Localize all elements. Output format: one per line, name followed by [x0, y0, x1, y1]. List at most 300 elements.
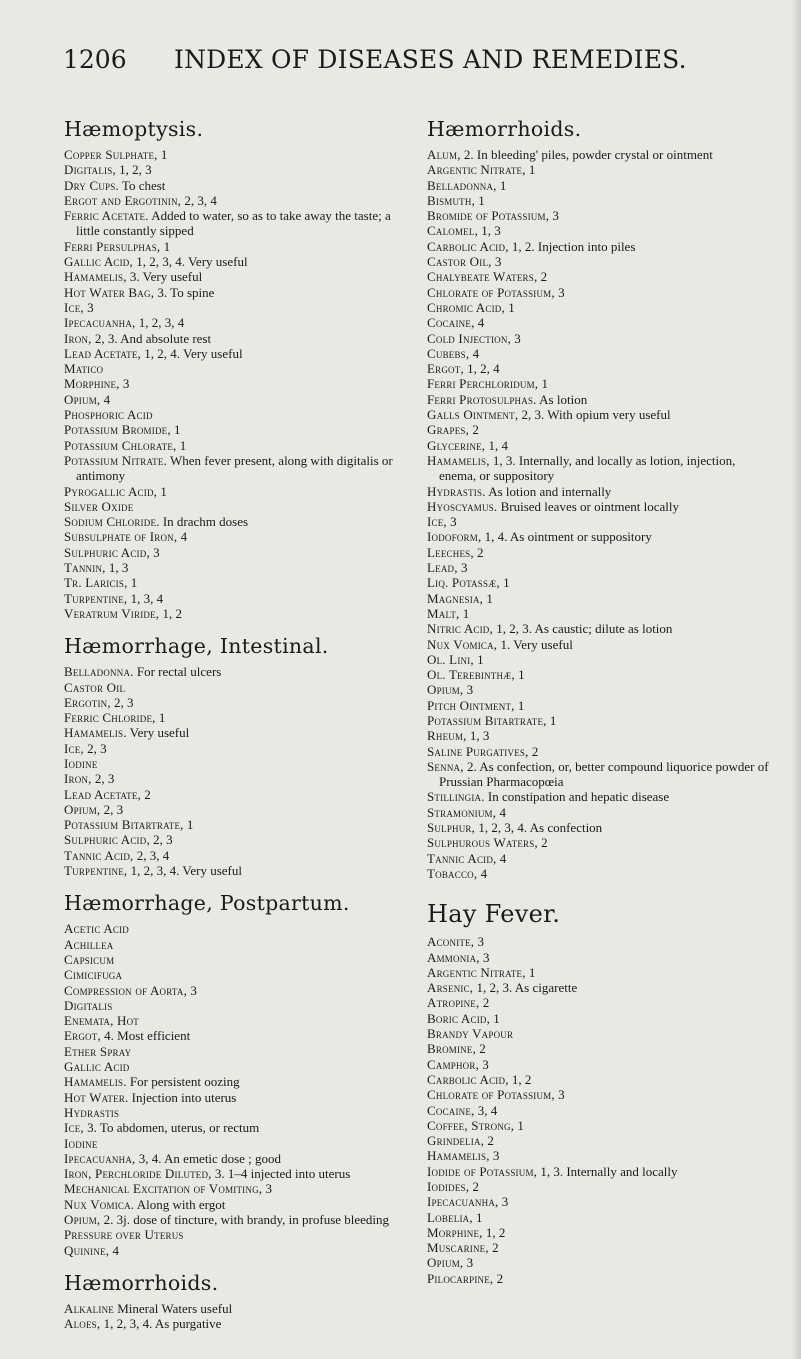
entry-note: 2, 3 — [100, 801, 124, 817]
index-entry — [427, 514, 771, 529]
index-entry — [64, 725, 410, 740]
remedy-name: Turpentine, — [64, 590, 128, 606]
remedy-name: Ammonia, — [427, 949, 480, 965]
remedy-name: Ol. Lini, — [427, 651, 474, 667]
remedy-name: Digitalis, — [64, 162, 116, 178]
entry-note: 1, 2. Injection into piles — [508, 238, 636, 254]
entry-note: 2, 3 — [110, 694, 134, 710]
index-entry — [427, 269, 771, 284]
entry-note: Injection into uterus — [128, 1089, 237, 1105]
index-entry — [427, 376, 771, 391]
entry-note: 1, 3. Internally and locally — [537, 1163, 678, 1179]
remedy-name: Ice, — [64, 740, 84, 756]
entry-note: 4 — [469, 345, 480, 361]
index-entry — [427, 667, 771, 682]
entry-note: 1, 2, 3 — [115, 162, 152, 178]
remedy-name: Dry Cups. — [64, 177, 119, 193]
entry-note: 3 — [491, 254, 502, 270]
entry-note: As lotion — [536, 391, 588, 407]
entry-note: 1 — [525, 162, 536, 178]
index-entry — [64, 664, 410, 679]
index-entry — [427, 835, 771, 850]
entry-note: 2 — [476, 1041, 486, 1057]
remedy-name: Sulphuric Acid, — [64, 544, 150, 560]
index-entry — [64, 1316, 410, 1331]
index-entry — [64, 606, 410, 621]
index-entry — [427, 361, 771, 376]
index-entry — [427, 529, 771, 544]
remedy-name: Tobacco, — [427, 865, 478, 881]
index-entry — [64, 208, 410, 239]
entry-note: 1, 2, 3, 4. As confection — [475, 820, 603, 836]
remedy-name: Ferri Protosulphas. — [427, 391, 537, 407]
index-entry — [427, 728, 771, 743]
entry-note: 1, 2, 3, 4. Very useful — [132, 254, 248, 270]
index-entry — [427, 575, 771, 590]
entry-note: 3 — [187, 982, 197, 998]
entry-note: 1, 3 — [466, 728, 490, 744]
remedy-name: Iron, — [64, 330, 92, 346]
index-entry — [64, 484, 410, 499]
entry-note: 1 — [514, 667, 525, 683]
entry-note: 1 — [176, 437, 187, 453]
entry-note: 3, 4 — [474, 1102, 498, 1118]
index-entry — [64, 499, 410, 514]
index-entry — [64, 952, 410, 967]
index-entry — [64, 560, 410, 575]
entry-note: For rectal ulcers — [133, 664, 222, 680]
entry-note: 2, 3 — [83, 740, 107, 756]
index-entry — [64, 1301, 410, 1316]
index-entry — [64, 937, 410, 952]
index-entry — [427, 193, 771, 208]
remedy-name: Phosphoric Acid — [64, 407, 153, 423]
remedy-name: Lead, — [427, 560, 458, 576]
index-entry — [427, 453, 771, 484]
index-entry — [427, 851, 771, 866]
entry-note: 3 — [549, 208, 559, 224]
remedy-name: Liq. Potassæ, — [427, 575, 500, 591]
remedy-name: Ferric Chloride, — [64, 710, 156, 726]
index-entry — [427, 698, 771, 713]
remedy-name: Carbolic Acid, — [427, 1071, 509, 1087]
section-title: Hay Fever. — [427, 900, 561, 929]
remedy-name: Aconite, — [427, 934, 475, 950]
entry-note: 1 — [496, 177, 507, 193]
entry-note: Bruised leaves or ointment locally — [497, 498, 679, 514]
entry-note: 1, 2 — [508, 1071, 532, 1087]
remedy-name: Silver Oxide — [64, 498, 134, 514]
index-entry — [64, 1044, 410, 1059]
index-entry — [64, 178, 410, 193]
index-entry — [64, 331, 410, 346]
index-entry — [427, 1041, 771, 1056]
remedy-name: Chromic Acid, — [427, 299, 505, 315]
index-entry — [427, 1148, 771, 1163]
index-entry — [64, 407, 410, 422]
index-entry — [427, 1118, 771, 1133]
entry-note: 3 — [479, 949, 490, 965]
remedy-name: Lead Acetate, — [64, 786, 141, 802]
index-entry — [427, 1179, 771, 1194]
index-entry — [427, 995, 771, 1010]
entry-note: 2 — [493, 1270, 504, 1286]
index-entry — [427, 652, 771, 667]
index-entry — [427, 637, 771, 652]
entry-note: For persistent oozing — [126, 1074, 240, 1090]
entry-note: 4 — [177, 529, 188, 545]
remedy-name: Veratrum Viride, — [64, 605, 160, 621]
index-entry — [64, 438, 410, 453]
index-entry — [427, 1255, 771, 1270]
section-hæmoptysis — [64, 117, 410, 621]
index-entry — [64, 453, 410, 484]
entry-note: 3 — [83, 299, 94, 315]
entry-note: 2 — [488, 1240, 499, 1256]
entry-note: 3 — [446, 514, 457, 530]
remedy-name: Iodine — [64, 755, 98, 771]
section-gap — [64, 1258, 410, 1271]
remedy-name: Opium, — [427, 1255, 464, 1271]
remedy-name: Argentic Nitrate, — [427, 964, 526, 980]
entry-note: 1 — [483, 590, 493, 606]
index-entry — [427, 484, 771, 499]
index-entry — [427, 744, 771, 759]
right-column — [427, 117, 771, 1286]
remedy-name: Opium, — [64, 801, 101, 817]
entry-note: Mineral Waters useful — [113, 1300, 233, 1316]
remedy-name: Ipecacuanha, — [64, 1150, 136, 1166]
index-entry — [427, 1057, 771, 1072]
entry-note: 1, 3 — [105, 560, 129, 576]
entry-note: 2, 3. And absolute rest — [91, 330, 212, 346]
index-entry — [64, 422, 410, 437]
entry-note: 1 — [473, 651, 484, 667]
index-entry — [427, 300, 771, 315]
index-entry — [427, 1072, 771, 1087]
index-entry — [427, 560, 771, 575]
index-entry — [64, 710, 410, 725]
remedy-name: Iodides, — [427, 1179, 470, 1194]
index-entry — [427, 805, 771, 820]
remedy-name: Hydrastis — [64, 1104, 120, 1120]
index-entry — [427, 1133, 771, 1148]
section-gap — [64, 878, 410, 891]
remedy-name: Iodine — [64, 1135, 98, 1151]
remedy-name: Alkaline — [64, 1300, 114, 1316]
remedy-name: Argentic Nitrate, — [427, 162, 526, 178]
page-edge-shadow — [791, 0, 801, 1359]
entry-note: 1, 2 — [159, 605, 182, 621]
entry-note: 1 — [183, 817, 194, 833]
entry-note: 1 — [525, 964, 536, 980]
remedy-name: Calomel, — [427, 223, 479, 239]
index-entry — [64, 346, 410, 361]
entry-note: 3. 1–4 injected into uterus — [211, 1166, 351, 1182]
remedy-name: Chlorate of Potassium, — [427, 284, 555, 300]
section-gap — [427, 881, 771, 900]
remedy-name: Hamamelis, — [427, 1148, 490, 1164]
entry-note: 1, 3, 4 — [127, 590, 164, 606]
remedy-name: Ergot, — [64, 1028, 101, 1044]
entry-note: 3 — [474, 934, 484, 950]
section-title: Hæmoptysis. — [64, 117, 204, 141]
entry-note: 2 — [484, 1133, 494, 1149]
remedy-name: Atropine, — [427, 995, 480, 1011]
remedy-name: Hydrastis. — [427, 483, 486, 499]
remedy-name: Ol. Terebinthæ, — [427, 667, 515, 683]
entry-note: 1, 3. Internally, and locally as lotion, injection, enema, or suppository — [439, 452, 736, 484]
index-entry — [427, 285, 771, 300]
index-entry — [427, 331, 771, 346]
entry-note: 3, 4. An emetic dose ; good — [135, 1150, 282, 1166]
entry-note: 3 — [554, 1087, 565, 1103]
entry-note: 1 — [546, 712, 557, 728]
entry-note: 3 — [463, 1255, 474, 1271]
index-entry — [64, 967, 410, 982]
entry-note: 3 — [554, 284, 565, 300]
remedy-name: Potassium Bromide, — [64, 422, 171, 438]
section-gap — [64, 621, 410, 634]
remedy-name: Acetic Acid — [64, 921, 130, 937]
remedy-name: Alum, — [427, 147, 461, 162]
page-title: INDEX OF DISEASES AND REMEDIES. — [174, 45, 687, 74]
remedy-name: Potassium Bitartrate, — [64, 817, 184, 833]
entry-note: 2, 3. With opium very useful — [518, 407, 671, 423]
remedy-name: Copper Sulphate, — [64, 147, 158, 162]
entry-note: 4 — [477, 865, 488, 881]
entry-note: 2, 3 — [91, 771, 115, 787]
entry-note: 3 — [119, 376, 130, 392]
index-entry — [64, 1151, 410, 1166]
entry-note: 1 — [157, 483, 167, 499]
remedy-name: Bromine, — [427, 1041, 477, 1057]
remedy-name: Nux Vomica. — [64, 1196, 135, 1212]
remedy-name: Hamamelis, — [64, 269, 127, 285]
entry-note: 1, 2, 4 — [463, 361, 500, 377]
section-hæmorrhoids — [64, 1271, 410, 1332]
remedy-name: Tr. Laricis, — [64, 575, 128, 591]
entry-note: 1 — [499, 575, 510, 591]
index-entry — [64, 361, 410, 376]
index-entry — [64, 1090, 410, 1105]
index-entry — [427, 1026, 771, 1041]
remedy-name: Senna, — [427, 758, 464, 774]
index-entry — [64, 1059, 410, 1074]
entry-note: 3 — [498, 1194, 509, 1210]
remedy-name: Ether Spray — [64, 1043, 132, 1059]
remedy-name: Grapes, — [427, 422, 470, 438]
index-entry — [427, 591, 771, 606]
entry-note: 2. In bleeding' piles, powder crystal or ointment — [460, 147, 713, 162]
index-entry — [427, 1240, 771, 1255]
remedy-name: Cocaine, — [427, 315, 475, 331]
remedy-name: Hyoscyamus. — [427, 498, 498, 514]
entry-note: 4 — [496, 804, 506, 820]
entry-note: 4 — [496, 850, 507, 866]
remedy-name: Nitric Acid, — [427, 621, 493, 637]
entry-note: 1, 2, 3. As caustic; dilute as lotion — [492, 621, 673, 637]
remedy-name: Arsenic, — [427, 980, 474, 996]
index-entry — [64, 162, 410, 177]
remedy-name: Stramonium, — [427, 804, 497, 820]
entry-note: 1, 2, 3, 4. As purgative — [100, 1316, 222, 1332]
index-entry — [427, 178, 771, 193]
remedy-name: Castor Oil, — [427, 254, 492, 270]
remedy-name: Opium, — [64, 1212, 101, 1227]
entry-note: 1, 4 — [485, 437, 508, 453]
entry-note: Along with ergot — [134, 1196, 226, 1212]
remedy-name: Carbolic Acid, — [427, 238, 509, 254]
index-entry — [427, 1210, 771, 1225]
entry-note: 1 — [472, 1209, 483, 1225]
remedy-name: Cocaine, — [427, 1102, 475, 1118]
index-entry — [64, 1074, 410, 1089]
remedy-name: Hamamelis. — [64, 725, 127, 741]
remedy-name: Chlorate of Potassium, — [427, 1087, 555, 1103]
remedy-name: Belladonna, — [427, 177, 497, 193]
entry-note: 4 — [109, 1242, 119, 1258]
index-entry — [427, 223, 771, 238]
index-entry — [427, 1103, 771, 1118]
section-hæmorrhage-intestinal — [64, 634, 410, 878]
index-entry — [64, 1212, 410, 1227]
entry-note: 1, 2, 3. As cigarette — [473, 980, 578, 996]
remedy-name: Matico — [64, 361, 104, 377]
remedy-name: Rheum, — [427, 728, 467, 744]
index-entry — [427, 1271, 771, 1286]
remedy-name: Ergotin, — [64, 694, 111, 710]
remedy-name: Belladonna. — [64, 664, 134, 680]
entry-note: 2 — [469, 422, 479, 438]
remedy-name: Pitch Ointment, — [427, 697, 515, 713]
entry-note: 4 — [100, 391, 111, 407]
entry-note: 3 — [463, 682, 474, 698]
remedy-name: Opium, — [64, 391, 101, 407]
entry-note: 1 — [170, 422, 181, 438]
remedy-name: Pressure over Uterus — [64, 1227, 184, 1243]
entry-note: Very useful — [126, 725, 190, 741]
remedy-name: Bismuth, — [427, 192, 476, 208]
remedy-name: Sulphuric Acid, — [64, 832, 150, 848]
index-entry — [64, 756, 410, 771]
index-entry — [64, 1227, 410, 1242]
remedy-name: Turpentine, — [64, 863, 128, 879]
index-entry — [64, 1243, 410, 1258]
index-entry — [64, 239, 410, 254]
entry-note: 1 — [459, 605, 470, 621]
index-entry — [64, 921, 410, 936]
index-entry — [427, 239, 771, 254]
entry-note: 1, 4. As ointment or suppository — [481, 529, 652, 545]
entry-note: As lotion and internally — [485, 483, 612, 499]
index-entry — [427, 621, 771, 636]
entry-note: 1, 2 — [482, 1224, 506, 1240]
entry-note: 2 — [473, 544, 484, 560]
index-entry — [64, 1028, 410, 1043]
remedy-name: Gallic Acid — [64, 1059, 130, 1075]
remedy-name: Ice, — [427, 514, 447, 530]
entry-note: 1 — [514, 1117, 524, 1133]
remedy-name: Iron, Perchloride Diluted, — [64, 1166, 212, 1182]
index-entry — [64, 1013, 410, 1028]
index-entry — [427, 759, 771, 790]
index-entry — [64, 1120, 410, 1135]
remedy-name: Compression of Aorta, — [64, 982, 188, 998]
remedy-name: Achillea — [64, 936, 114, 952]
entry-note: 2, 3, 4 — [181, 192, 217, 208]
remedy-name: Cold Injection, — [427, 330, 511, 346]
index-entry — [427, 208, 771, 223]
page-number: 1206 — [63, 45, 127, 74]
index-entry — [64, 147, 410, 162]
remedy-name: Hot Water Bag, — [64, 284, 155, 300]
remedy-name: Hot Water. — [64, 1089, 129, 1105]
entry-note: 2, 3, 4 — [133, 847, 170, 863]
index-entry — [427, 1225, 771, 1240]
remedy-name: Subsulphate of Iron, — [64, 529, 178, 545]
entry-note: In drachm doses — [159, 514, 249, 530]
entry-note: 1 — [155, 710, 166, 726]
index-entry — [64, 254, 410, 269]
entry-note: In constipation and hepatic disease — [484, 789, 670, 805]
remedy-name: Ipecacuanha, — [64, 315, 136, 331]
index-entry — [64, 802, 410, 817]
index-entry — [427, 965, 771, 980]
remedy-name: Hamamelis. — [64, 1074, 127, 1090]
index-entry — [427, 934, 771, 949]
index-entry — [64, 193, 410, 208]
index-entry — [64, 285, 410, 300]
section-title: Hæmorrhage, Intestinal. — [64, 634, 329, 659]
index-entry — [64, 832, 410, 847]
entry-note: 3 — [489, 1148, 500, 1164]
entry-note: 3. Very useful — [126, 269, 203, 285]
entry-note: 1 — [475, 192, 485, 208]
entry-note: 2 — [528, 743, 539, 759]
section-title: Hæmorrhoids. — [64, 1270, 219, 1295]
remedy-name: Lobelia, — [427, 1209, 473, 1225]
index-entry — [64, 376, 410, 391]
remedy-name: Sulphurous Waters, — [427, 835, 538, 851]
entry-note: 1 — [538, 376, 549, 392]
remedy-name: Iodide of Potassium, — [427, 1163, 538, 1179]
entry-note: 3 — [479, 1056, 489, 1072]
remedy-name: Stillingia. — [427, 789, 485, 805]
remedy-name: Bromide of Potassium, — [427, 208, 550, 224]
remedy-name: Morphine, — [427, 1224, 483, 1240]
section-title: Hæmorrhage, Postpartum. — [64, 891, 350, 916]
remedy-name: Lead Acetate, — [64, 345, 141, 361]
index-entry — [64, 1105, 410, 1120]
remedy-name: Cimicifuga — [64, 967, 123, 983]
index-entry — [64, 848, 410, 863]
index-entry — [64, 1136, 410, 1151]
entry-note: Added to water, so as to take away the taste; a little constantly sipped — [76, 208, 391, 239]
remedy-name: Pyrogallic Acid, — [64, 483, 158, 499]
index-entry — [427, 866, 771, 881]
remedy-name: Brandy Vapour — [427, 1026, 514, 1042]
remedy-name: Potassium Chlorate, — [64, 437, 177, 453]
entry-note: 1, 3 — [478, 223, 501, 239]
remedy-name: Ice, — [64, 1120, 84, 1136]
index-entry — [64, 741, 410, 756]
index-entry — [427, 1194, 771, 1209]
remedy-name: Ferri Perchloridum, — [427, 376, 539, 392]
remedy-name: Cubebs, — [427, 345, 470, 361]
index-entry — [427, 980, 771, 995]
remedy-name: Aloes, — [64, 1316, 101, 1332]
